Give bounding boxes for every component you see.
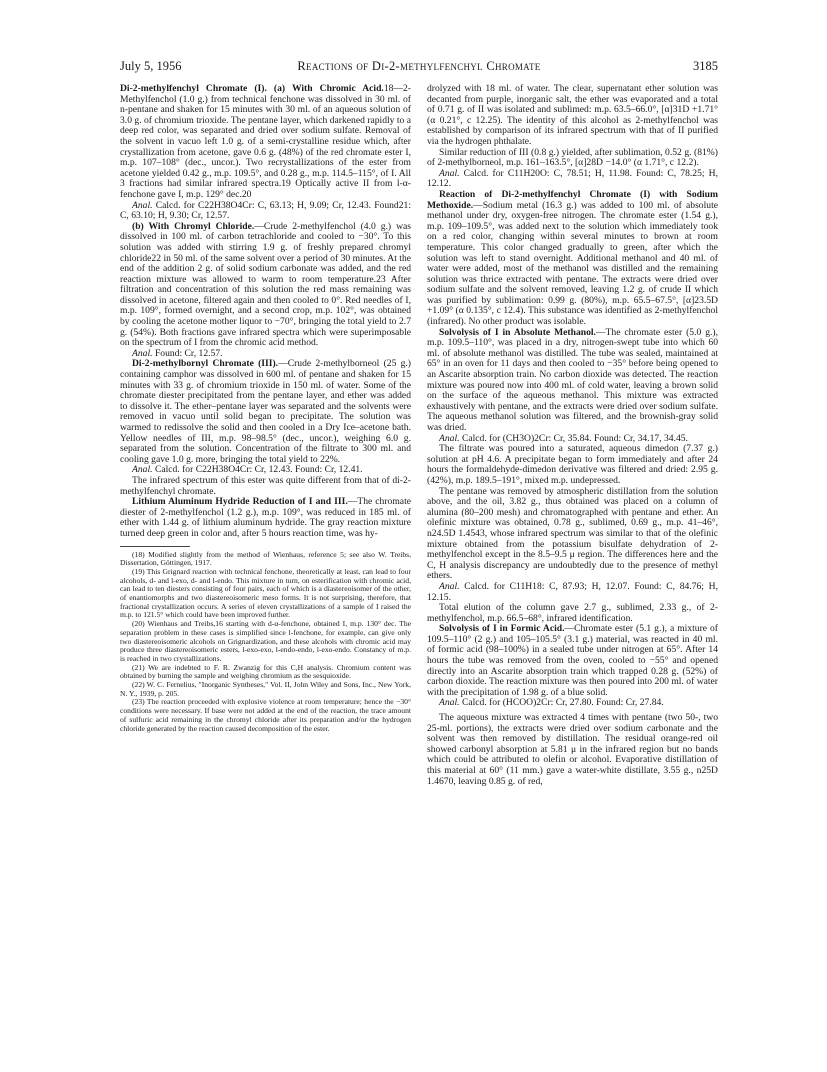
footnote: (23) The reaction proceeded with explosive violence at room temperature; hence the −30° conditions were necessary. If base were not added at the end of the reaction, the trace amount of sulfuric acid remaining in the chromyl chloride after its preparation and/or the hydrogen chloride generated by the reaction caused decomposition of the ester. xyxy=(120,697,411,733)
paragraph-text: The pentane was removed by atmospheric distillation from the solution above, and the oil, 3.82 g., thus obtained was placed on a column of alumina (80–200 mesh) and chromatographed with pentane and ether. An olefinic mixture was obtained, 0.78 g., sublimed, 0.69 g., m.p. 41–46°, n24.5D 1.4543, whose infrared spectrum was similar to that of the olefinic mixture obtained from the potassium bisulfate dehydration of 2-methylfenchol except in the 8.5–9.5 μ region. The differences here and the C, H analysis discrepancy are undoubtedly due to the presence of methyl ethers. xyxy=(427,485,718,582)
paragraph-text: Total elution of the column gave 2.7 g., sublimed, 2.33 g., of 2-methylfenchol, m.p. 66.5–68°, infrared identification. xyxy=(427,602,718,624)
paragraph xyxy=(427,444,718,486)
paragraph xyxy=(120,222,411,349)
paragraph-heading: Di-2-methylfenchyl Chromate (I). (a) With Chromic Acid. xyxy=(120,84,384,94)
paragraph-text: —Crude 2-methylborneol (25 g.) containing camphor was dissolved in 600 ml. of pentane and shaken for 15 minutes with 33 g. of chromium trioxide in 150 ml. of water. Some of the chromate diester precipitated from the pentane layer, and ether was added to dissolve it. The ether–pentane layer was separated and the solvents were removed in vacuo until solid began to precipitate. The solution was warmed to redissolve the solid and then cooled in a Dry Ice–acetone bath. Yellow needles of III, m.p. 98–98.5° (dec., uncor.), weighing 6.0 g. separated from the solution. Concentration of the filtrate to 300 ml. and cooling gave 1.0 g. more, bringing the total yield to 22%. xyxy=(120,358,411,465)
analysis-label: Anal. xyxy=(132,347,153,359)
analysis-text: Calcd. for (CH3O)2Cr: Cr, 35.84. Found: Cr, 34.17, 34.45. xyxy=(461,432,688,444)
footnote: (22) W. C. Fernelius, "Inorganic Syntheses," Vol. II, John Wiley and Sons, Inc., New York, N. Y., 1939, p. 205. xyxy=(120,680,411,698)
analysis-line xyxy=(120,201,411,222)
paragraph-text: drolyzed with 18 ml. of water. The clear, supernatant ether solution was decanted from purple, inorganic salt, the ether was evaporated and a total of 0.71 g. of II was isolated and sublimed: m.p. 63.5–66.0°, [α]31D +1.71° (α 0.21°, c 12.25). The identity of this alcohol as 2-methylfenchol was established by comparison of its infrared spectrum with that of II purified via the hydrogen phthalate. xyxy=(427,84,718,147)
footnote: (18) Modified slightly from the method of Wienhaus, reference 5; see also W. Treibs, Dissertation, Göttingen, 1917. xyxy=(120,549,411,568)
footnote-divider xyxy=(120,546,190,547)
paragraph-text: The aqueous mixture was extracted 4 times with pentane (two 50-, two 25-ml. portions), the extracts were dried over sodium carbonate and the solvent was then removed by distillation. The residual orange-red oil showed carbonyl absorption at 5.81 μ in the infrared region but no bands which could be attributed to olefin or alcohol. Evaporative distillation of this material at 60° (11 mm.) gave a water-white distillate, 3.55 g., n25D 1.4670, leaving 0.85 g. of red, xyxy=(427,712,718,787)
paragraph-text: 18—2-Methylfenchol (1.0 g.) from technical fenchone was dissolved in 30 ml. of n-pentane and shaken for 15 minutes with 30 ml. of an aqueous solution of 3.0 g. of chromium trioxide. The pentane layer, which darkened rapidly to a deep red color, was separated and dried over sodium sulfate. Removal of the solvent in vacuo left 1.0 g. of a semi-crystalline residue which, after crystallization from acetone, gave 0.6 g. (48%) of the red chromate ester I, m.p. 107–108° (dec., uncor.). Two recrystallizations of the ester from acetone yielded 0.42 g., m.p. 109.5°, and 0.28 g., m.p. 114.5–115°, of I. All 3 fractions had similar infrared spectra.19 Optically active II from l-α-fenchone gave I, m.p. 129° dec.20 xyxy=(120,84,411,200)
analysis-text: Found: Cr, 12.57. xyxy=(154,347,223,359)
footnote: (21) We are indebted to F. R. Zwanzig for this C,H analysis. Chromium content was obtained by burning the sample and weighing chromium as the sesquioxide. xyxy=(120,662,411,681)
paragraph-heading: Solvolysis of I in Formic Acid. xyxy=(439,623,565,635)
paragraph-heading: Reaction of Di-2-methylfenchyl Chromate (I) with Sodium Methoxide. xyxy=(427,188,718,211)
footnote: (19) This Grignard reaction with technical fenchone, theoretically at least, can lead to four alcohols, d- and l-exo, d- and l-endo. This mixture in turn, on esterification with chromic acid, can lead to ten diesters consisting of four pairs, each of which is a diastereoisomer of the other, of enantiomorphs and two diastereoisomeric meso forms. It is not surprising, therefore, that fractional crystallization occurs. A series of eleven crystallizations of a sample of I raised the m.p. to 121.5° which could have been improved further. xyxy=(120,566,411,620)
paragraph-text: Similar reduction of III (0.8 g.) yielded, after sublimation, 0.52 g. (81%) of 2-methylborneol, m.p. 161–163.5°, [α]28D −14.0° (α 1.71°, c 12.2). xyxy=(427,146,718,169)
paragraph-text: The infrared spectrum of this ester was quite different from that of di-2-methylfenchyl chromate. xyxy=(120,474,411,497)
paragraph xyxy=(427,603,718,624)
analysis-label: Anal. xyxy=(439,580,460,592)
paragraph xyxy=(427,148,718,169)
paragraph-heading: Solvolysis of I in Absolute Methanol. xyxy=(439,326,596,338)
paragraph xyxy=(427,84,718,148)
paragraph-text: The filtrate was poured into a saturated, aqueous dimedon (7.37 g.) solution at pH 4.6. A precipitate began to form immediately and after 24 hours the formaldehyde-dimedon derivative was filtered and dried: 2.95 g. (42%), m.p. 189.5–191°, mixed m.p. undepressed. xyxy=(427,443,718,486)
paragraph xyxy=(427,624,718,698)
left-column xyxy=(120,84,411,1064)
analysis-label: Anal. xyxy=(439,167,460,179)
right-column xyxy=(427,84,718,1064)
paragraph xyxy=(120,359,411,465)
paragraph xyxy=(427,487,718,582)
analysis-text: Calcd. for C22H38O4Cr: C, 63.13; H, 9.09; Cr, 12.43. Found21: C, 63.10; H, 9.30; Cr, 12.57. xyxy=(120,199,411,222)
paragraph xyxy=(120,84,411,201)
paragraph xyxy=(120,476,411,497)
paragraph xyxy=(427,190,718,328)
analysis-label: Anal. xyxy=(439,432,460,444)
analysis-line xyxy=(427,582,718,603)
running-header xyxy=(120,59,718,73)
analysis-text: Calcd. for C11H18: C, 87.93; H, 12.07. Found: C, 84.76; H, 12.15. xyxy=(427,580,718,603)
paragraph-heading: Lithium Aluminum Hydride Reduction of I and III. xyxy=(132,496,348,508)
paragraph xyxy=(427,328,718,434)
analysis-text: Calcd. for C11H20O: C, 78.51; H, 11.98. Found: C, 78.25; H, 12.12. xyxy=(427,167,718,190)
footnote: (20) Wienhaus and Treibs,16 starting with d-α-fenchone, obtained I, m.p. 130° dec. The separation problem in these cases is simplified since l-fenchone, for example, can give only two diastereoisomeric alcohols on Grignardization, and these alcohols with chromic acid may produce three diastereoisomeric esters, l-exo-exo, l-endo-endo, l-exo-endo. Constancy of m.p. is reached in two crystallizations. xyxy=(120,619,411,663)
paragraph-text: —Crude 2-methylfenchol (4.0 g.) was dissolved in 100 ml. of carbon tetrachloride and cooled to −30°. To this solution was added with stirring 1.9 g. of freshly prepared chromyl chloride22 in 50 ml. of the same solvent over a period of 30 minutes. At the end of the addition 2 g. of solid sodium carbonate was added, and the red reaction mixture was allowed to warm to room temperature.23 After filtration and concentration of this solution the red mass remaining was dissolved in acetone, filtered again and then cooled to 0°. Red needles of I, m.p. 109°, formed overnight, and a second crop, m.p. 102°, was obtained by cooling the acetone mother liquor to −70°, bringing the total yield to 2.7 g. (54%). Both fractions gave infrared spectra which were superimposable on the spectrum of I from the chromic acid method. xyxy=(120,220,411,349)
paragraph-heading: Di-2-methylbornyl Chromate (III). xyxy=(132,358,279,370)
analysis-label: Anal. xyxy=(439,697,460,709)
paragraph-text: —The chromate ester (5.0 g.), m.p. 109.5–110°, was placed in a dry, nitrogen-swept tube into which 60 ml. of absolute methanol was distilled. The tube was sealed, maintained at 65° in an oven for 11 days and then cooled to −35° before being opened to an Ascarite absorption train. No carbon dioxide was detected. The reaction mixture was poured now into 400 ml. of cold water, leaving a brown solid on the surface of the aqueous methanol. This mixture was extracted exhaustively with pentane, and the extracts were dried over sodium sulfate. The aqueous methanol solution was filtered, and the brownish-gray solid was dried. xyxy=(427,326,718,433)
page-number: 3185 xyxy=(693,59,718,73)
analysis-label: Anal. xyxy=(132,464,153,476)
paragraph-text: —Chromate ester (5.1 g.), a mixture of 109.5–110° (2 g.) and 105–105.5° (3.1 g.) material, was reacted in 40 ml. of formic acid (98–100%) in a sealed tube under nitrogen at 65°. After 14 hours the tube was removed from the oven, cooled to −55° and opened directly into an Ascarite absorption train which trapped 0.28 g. (52%) of carbon dioxide. The reaction mixture was then poured into 200 ml. of water with the precipitation of 1.98 g. of a blue solid. xyxy=(427,623,718,698)
analysis-text: Calcd. for (HCOO)2Cr: Cr, 27.80. Found: Cr, 27.84. xyxy=(461,697,664,709)
analysis-line xyxy=(427,698,718,709)
paragraph-text: —The chromate diester of 2-methylfenchol (1.2 g.), m.p. 109°, was reduced in 185 ml. of ether with 1.44 g. of lithium aluminum hydride. The gray reaction mixture turned deep green in color and, after 5 hours reaction time, was hy- xyxy=(120,496,411,539)
paragraph xyxy=(120,497,411,539)
paragraph xyxy=(427,713,718,787)
paragraph-heading: (b) With Chromyl Chloride. xyxy=(132,220,255,232)
analysis-text: Calcd. for C22H38O4Cr: Cr, 12.43. Found: Cr, 12.41. xyxy=(154,464,363,476)
analysis-label: Anal. xyxy=(132,199,153,211)
header-date: July 5, 1956 xyxy=(120,59,182,73)
analysis-line xyxy=(427,169,718,190)
header-title: Reactions of Di-2-methylfenchyl Chromate xyxy=(297,59,541,73)
paragraph-text: —Sodium metal (16.3 g.) was added to 100 ml. of absolute methanol under dry, oxygen-free nitrogen. The chromate ester (1.54 g.), m.p. 109–109.5°, was added next to the solution which immediately took on a red color, changing within several minutes to brown at room temperature. This color changed gradually to green, after which the solution was left to stand overnight. Additional methanol and 40 ml. of water were added, most of the methanol was distilled and the remaining solution was thrice extracted with pentane. The extracts were dried over sodium sulfate and the solvent removed, leaving 1.2 g. of crude II which was purified by sublimation: 0.99 g. (80%), m.p. 65.5–67.5°, [α]23.5D +1.09° (α 0.135°, c 12.4). This substance was identified as 2-methylfenchol (infrared). No other product was isolable. xyxy=(427,199,718,328)
